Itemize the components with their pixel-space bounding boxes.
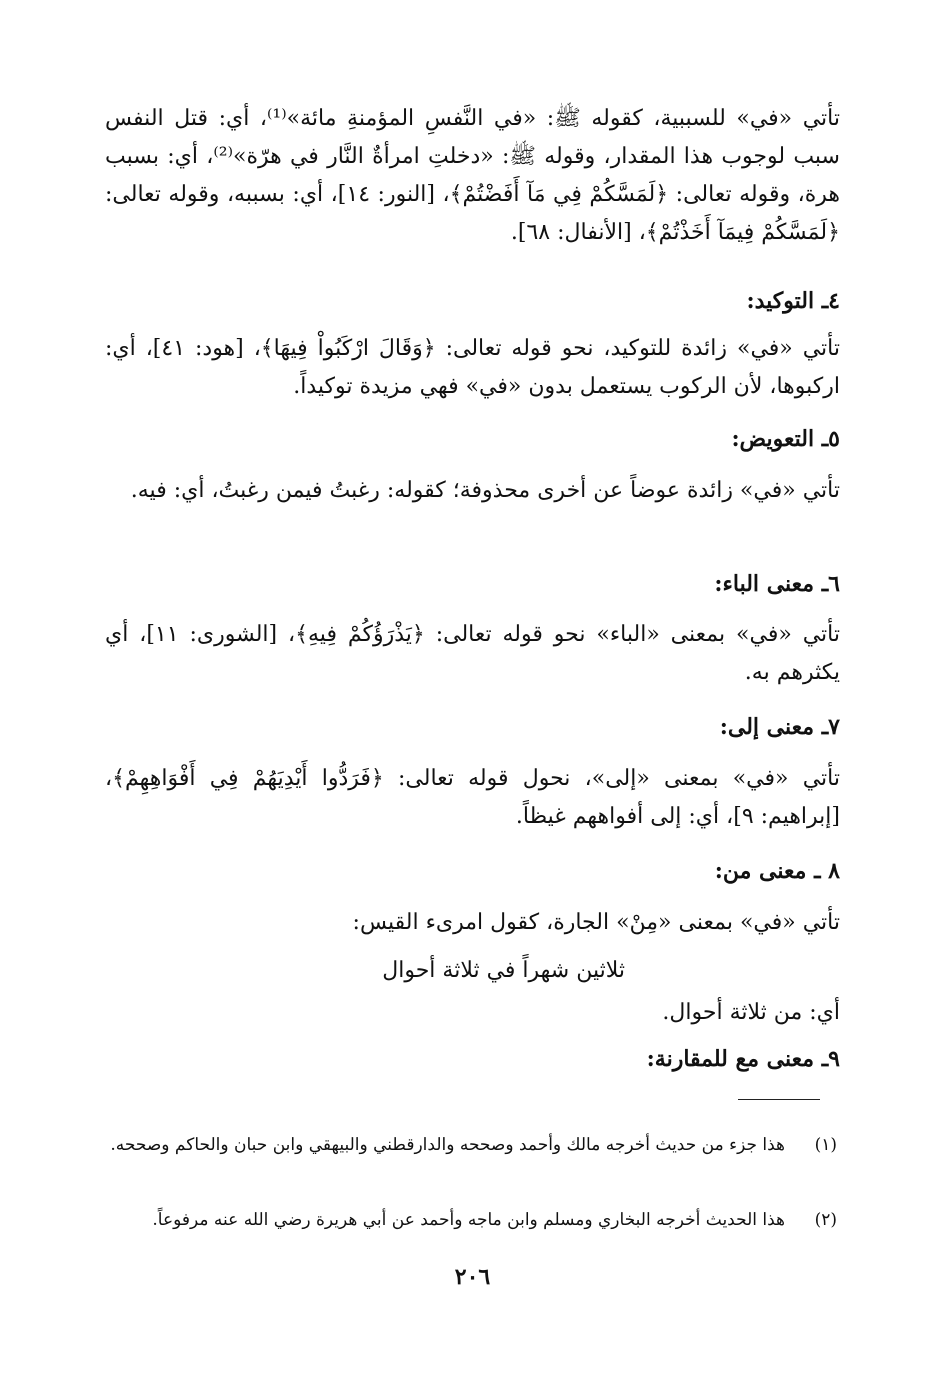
paragraph-meaning-ila: تأتي «في» بمعنى «إلى»، نحول قوله تعالى: ﴿فَرَدُّوا أَيْدِيَهُمْ فِي أَفْوَاهِهِمْ﴾، [إبراهيم: ٩]، أي: إلى أفواههم غيظاً.: [105, 766, 840, 829]
poetry-verse: ثلاثين شهراً في ثلاثة أحوال: [382, 958, 625, 983]
heading-meaning-ba: ٦ـ معنى الباء:: [714, 571, 840, 597]
paragraph-causality: تأتي «في» للسببية، كقوله ﷺ: «في النَّفسِ المؤمنةِ مائة»⁽¹⁾، أي: قتل النفس سبب لوجوب هذا المقدار، وقوله ﷺ: «دخلتِ امرأةٌ النَّار في هرّة»⁽²⁾، أي: بسبب هرة، وقوله تعالى: ﴿لَمَسَّكُمْ فِي مَآ أَفَضْتُمْ﴾، [النور: ١٤]، أي: بسببه، وقوله تعالى: ﴿لَمَسَّكُمْ فِيمَآ أَخَذْتُمْ﴾، [الأنفال: ٦٨].: [105, 106, 841, 245]
heading-compensation: ٥ـ التعويض:: [731, 426, 840, 452]
paragraph-emphasis: تأتي «في» زائدة للتوكيد، نحو قوله تعالى: ﴿وَقَالَ ارْكَبُواْ فِيهَا﴾، [هود: ٤١]، أي: اركبوها، لأن الركوب يستعمل بدون «في» فهي مزيدة توكيداً.: [105, 336, 840, 399]
paragraph-meaning-min-explanation: أي: من ثلاثة أحوال.: [662, 1000, 840, 1025]
paragraph-meaning-min: تأتي «في» بمعنى «مِنْ» الجارة، كقول امرىء القيس:: [352, 910, 840, 935]
heading-meaning-ila: ٧ـ معنى إلى:: [719, 714, 840, 740]
footnote-number: (١): [814, 1135, 837, 1155]
heading-meaning-min: ٨ ـ معنى من:: [714, 858, 840, 884]
paragraph-meaning-ba: تأتي «في» بمعنى «الباء» نحو قوله تعالى: ﴿يَذْرَؤُكُمْ فِيهِ﴾، [الشورى: ١١]، أي يكثرهم به.: [105, 622, 840, 685]
page-number: ٢٠٦: [454, 1264, 491, 1290]
heading-emphasis: ٤ـ التوكيد:: [746, 288, 840, 314]
footnote-number: (٢): [814, 1210, 837, 1230]
heading-meaning-maa: ٩ـ معنى مع للمقارنة:: [646, 1046, 840, 1072]
footnote-text: هذا جزء من حديث أخرجه مالك وأحمد وصححه والدارقطني والبيهقي وابن حبان والحاكم وصححه.: [110, 1135, 785, 1155]
paragraph-compensation: تأتي «في» زائدة عوضاً عن أخرى محذوفة؛ كقوله: رغبتُ فيمن رغبتُ، أي: فيه.: [130, 478, 840, 503]
footnote-text: هذا الحديث أخرجه البخاري ومسلم وابن ماجه وأحمد عن أبي هريرة رضي الله عنه مرفوعاً.: [152, 1210, 785, 1230]
footnote-separator: [738, 1099, 820, 1100]
